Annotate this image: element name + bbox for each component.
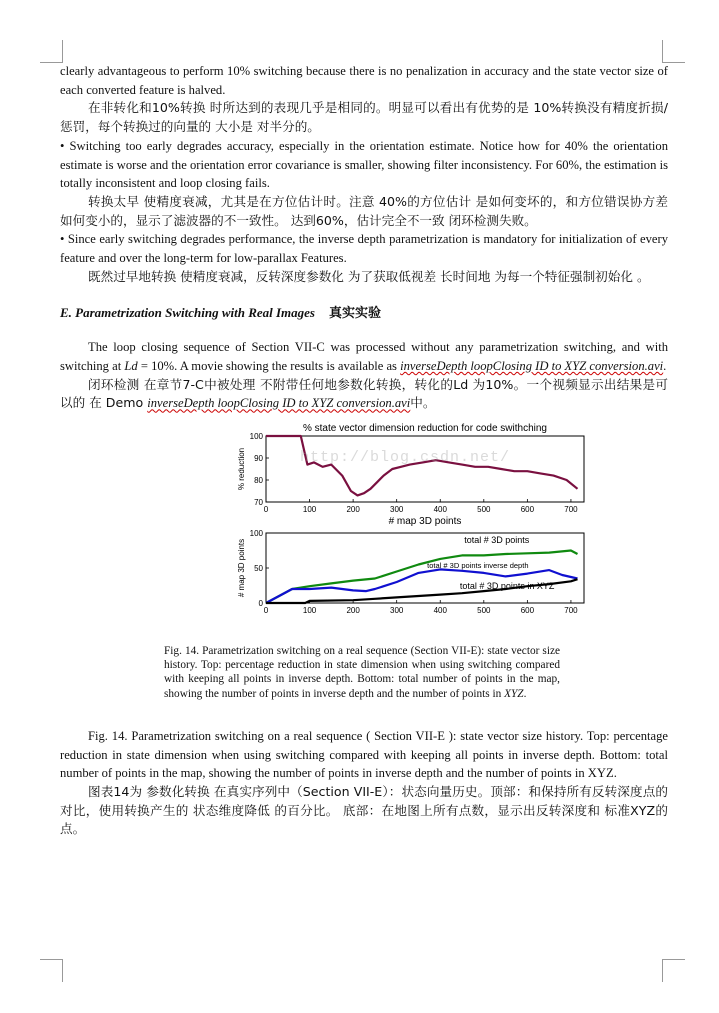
- para4-ld: Ld: [124, 358, 138, 373]
- x-tick-label: 200: [346, 504, 360, 514]
- plot-frame: [266, 436, 584, 502]
- x-tick-label: 300: [390, 504, 404, 514]
- paragraph-3: • Since early switching degrades performance, the inverse depth parametrization is mandatory for initialization of every feature and over the long-term for low-parallax Features.: [60, 232, 668, 266]
- paragraph-7-zh: 图表14为 参数化转换 在真实序列中（Section VII-E）：状态向量历史。顶部：和保持所有反转深度点的对比，使用转换产生的 状态维度降低 的百分比。 底部：在地图上所有点数，显示出反转深度和 标准XYZ的点。: [60, 784, 668, 837]
- paragraph-1: clearly advantageous to perform 10% switching because there is no penalization in accuracy and the state vector size of each converted feature is halved.: [60, 64, 668, 97]
- chart-bottom: [237, 529, 584, 615]
- movie-link-zh[interactable]: inverseDepth loopClosing ID to XYZ conversion.avi: [147, 396, 411, 411]
- x-tick-label: 0: [263, 504, 269, 514]
- document-body: [60, 62, 668, 839]
- para4-text-a: The loop closing sequence of Section VII-C was processed without any parametrization switching, and with switching at: [60, 340, 668, 373]
- series-annotation-2: total # 3D points inverse depth: [427, 560, 529, 570]
- figure-14: [60, 421, 668, 721]
- x-tick-label: 400: [433, 504, 447, 514]
- paragraph-4: [60, 338, 668, 375]
- crop-mark-top-right: [662, 40, 685, 63]
- y-tick-label: 70: [254, 497, 263, 507]
- section-heading: [60, 304, 668, 324]
- x-tick-label: 0: [263, 605, 269, 615]
- x-tick-label: 200: [346, 605, 360, 615]
- caption-text-b: .: [523, 687, 527, 700]
- para4-text-c: .: [663, 358, 667, 373]
- y-tick-label: 90: [254, 453, 263, 463]
- movie-link[interactable]: inverseDepth loopClosing ID to XYZ conversion.avi: [400, 358, 664, 373]
- chart-top: [237, 423, 584, 527]
- x-axis-label: # map 3D points: [388, 515, 462, 527]
- para5-text-b: 中。: [410, 395, 436, 411]
- y-tick-label: 80: [254, 475, 263, 485]
- x-tick-label: 100: [302, 605, 317, 615]
- y-axis-label: # map 3D points: [237, 538, 246, 598]
- x-tick-label: 500: [477, 605, 491, 615]
- figure-caption: [164, 644, 560, 701]
- watermark: http://blog.csdn.net/: [300, 448, 511, 466]
- caption-xyz: XYZ: [504, 687, 524, 700]
- heading-zh: 真实实验: [329, 306, 382, 322]
- y-tick-label: 100: [249, 528, 263, 538]
- x-tick-label: 300: [390, 605, 404, 615]
- y-tick-label: 50: [254, 563, 263, 573]
- y-tick-label: 100: [249, 431, 263, 441]
- crop-mark-bottom-right: [662, 959, 685, 982]
- crop-mark-top-left: [40, 40, 63, 63]
- heading-en: E. Parametrization Switching with Real Images: [60, 305, 315, 321]
- paragraph-2-zh: 转换太早 使精度衰减，尤其是在方位估计时。注意 40%的方位估计 是如何变坏的，和方位错误协方差 如何变小的，显示了滤波器的不一致性。 达到60%，估计完全不一致 闭环检测失败。: [60, 193, 668, 228]
- y-tick-label: 0: [258, 598, 263, 608]
- plot-frame: [266, 533, 584, 603]
- paragraph-2: • Switching too early degrades accuracy, especially in the orientation estimate. Notice how for 40% the orientation estimate is worse and the orientation error covariance is smaller, showing filter inconsistency. For 60%, the estimation is totally inconsistent and loop closing fails.: [60, 138, 668, 191]
- crop-mark-bottom-left: [40, 959, 63, 982]
- x-tick-label: 700: [564, 605, 578, 615]
- paragraph-1-zh: 在非转化和10%转换 时所达到的表现几乎是相同的。明显可以看出有优势的是 10%转换没有精度折损/惩罚，每个转换过的向量的 大小是 对半分的。: [60, 100, 668, 135]
- x-tick-label: 700: [564, 504, 578, 514]
- series-annotation-3: total # 3D points in XYZ: [459, 580, 555, 591]
- para5-text-a: 闭环检测 在章节7-C中被处理 不附带任何地参数化转换，转化的Ld 为10%。一个视频显示出结果是可以的 在 Demo: [60, 376, 668, 411]
- x-tick-label: 600: [520, 605, 535, 615]
- x-tick-label: 100: [302, 504, 317, 514]
- paragraph-5-zh: [60, 376, 668, 413]
- series-annotation-1: total # 3D points: [464, 534, 530, 545]
- paragraph-3-zh: 既然过早地转换 使精度衰减，反转深度参数化 为了获取低视差 长时间地 为每一个特征强制初始化 。: [88, 268, 650, 284]
- x-tick-label: 400: [433, 605, 447, 615]
- x-tick-label: 500: [477, 504, 491, 514]
- para4-text-b: = 10%. A movie showing the results is available as: [137, 358, 401, 373]
- caption-text-a: Fig. 14. Parametrization switching on a real sequence (Section VII-E): state vector size history. Top: percentage reduction in state dimension when using switching compared with keeping all points in inverse depth. Bottom: total number of points in the map, showing the number of points in inverse depth and the number of points in: [164, 644, 560, 700]
- x-tick-label: 600: [520, 504, 535, 514]
- chart-title: % state vector dimension reduction for code swithching: [302, 422, 548, 434]
- y-axis-label: % reduction: [237, 447, 246, 491]
- paragraph-6: Fig. 14. Parametrization switching on a real sequence ( Section VII-E ): state vector size history. Top: percentage reduction in state dimension when using switching compared with keeping all points in inverse depth. Bottom: total number of points in the map, showing the number of points in inverse depth and the number of points in XYZ.: [60, 728, 668, 781]
